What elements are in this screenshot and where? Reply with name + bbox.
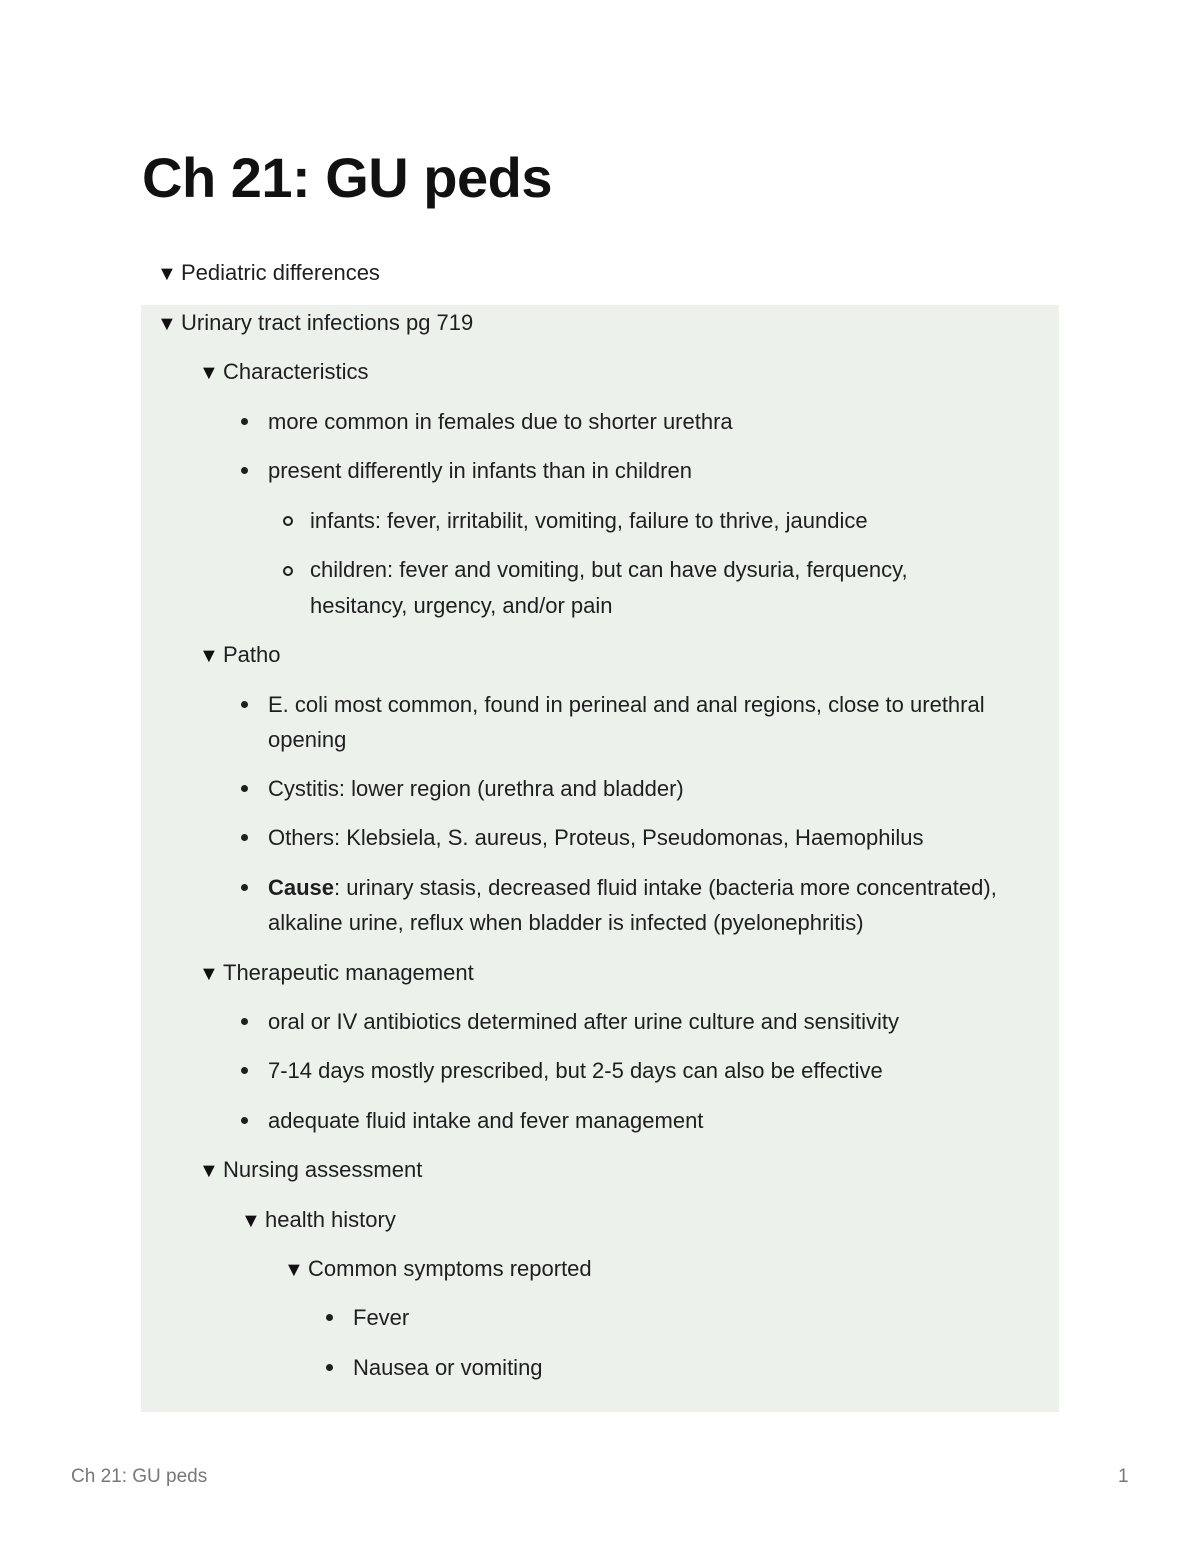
footer-page-number: 1 bbox=[1118, 1466, 1129, 1487]
toggle-therapeutic-management[interactable] bbox=[199, 955, 474, 992]
list-item-text: oral or IV antibiotics determined after urine culture and sensitivity bbox=[268, 1009, 899, 1034]
bullet-icon bbox=[241, 467, 248, 474]
bullet-icon bbox=[326, 1364, 333, 1371]
page-title: Ch 21: GU peds bbox=[142, 146, 552, 209]
bullet-icon bbox=[241, 1067, 248, 1074]
bullet-icon bbox=[241, 884, 248, 891]
toggle-label: Pediatric differences bbox=[181, 260, 380, 285]
list-item-text: present differently in infants than in children bbox=[268, 458, 692, 483]
triangle-down-icon[interactable]: ▼ bbox=[199, 645, 219, 667]
list-item-text: 7-14 days mostly prescribed, but 2-5 days can also be effective bbox=[268, 1058, 883, 1083]
triangle-down-icon[interactable]: ▼ bbox=[199, 362, 219, 384]
list-item-text: adequate fluid intake and fever management bbox=[268, 1108, 704, 1133]
toggle-pediatric-differences[interactable] bbox=[157, 255, 380, 292]
toggle-label: Therapeutic management bbox=[223, 960, 474, 985]
triangle-down-icon[interactable]: ▼ bbox=[157, 313, 177, 335]
list-item-text-continued: hesitancy, urgency, and/or pain bbox=[310, 593, 613, 618]
toggle-patho[interactable] bbox=[199, 637, 281, 674]
list-item-text: more common in females due to shorter urethra bbox=[268, 409, 733, 434]
bullet-icon bbox=[241, 1018, 248, 1025]
list-item-text: Others: Klebsiela, S. aureus, Proteus, Pseudomonas, Haemophilus bbox=[268, 825, 924, 850]
toggle-label: Characteristics bbox=[223, 359, 369, 384]
toggle-label: Urinary tract infections pg 719 bbox=[181, 310, 474, 335]
circle-bullet-icon bbox=[283, 516, 293, 526]
triangle-down-icon[interactable]: ▼ bbox=[241, 1210, 261, 1232]
bullet-icon bbox=[241, 701, 248, 708]
toggle-label: Nursing assessment bbox=[223, 1157, 423, 1182]
list-item-text: Nausea or vomiting bbox=[353, 1355, 543, 1380]
circle-bullet-icon bbox=[283, 566, 293, 576]
toggle-nursing-assessment[interactable] bbox=[199, 1152, 422, 1189]
list-item-text: infants: fever, irritabilit, vomiting, failure to thrive, jaundice bbox=[310, 508, 868, 533]
toggle-label: health history bbox=[265, 1207, 396, 1232]
bullet-icon bbox=[241, 418, 248, 425]
list-item-text: E. coli most common, found in perineal and anal regions, close to urethral bbox=[268, 692, 985, 717]
list-item-text-rest: : urinary stasis, decreased fluid intake (bacteria more concentrated), bbox=[334, 875, 997, 900]
triangle-down-icon[interactable]: ▼ bbox=[199, 1160, 219, 1182]
bullet-icon bbox=[241, 1117, 248, 1124]
triangle-down-icon[interactable]: ▼ bbox=[199, 963, 219, 985]
toggle-common-symptoms[interactable] bbox=[284, 1251, 592, 1288]
list-item-text: Fever bbox=[353, 1305, 410, 1330]
toggle-health-history[interactable] bbox=[241, 1202, 396, 1239]
toggle-characteristics[interactable] bbox=[199, 354, 368, 391]
toggle-label: Patho bbox=[223, 642, 281, 667]
list-item-text: children: fever and vomiting, but can have dysuria, ferquency, bbox=[310, 557, 908, 582]
list-item-text-continued: alkaline urine, reflux when bladder is infected (pyelonephritis) bbox=[268, 910, 864, 935]
list-item-text-continued: opening bbox=[268, 727, 347, 752]
footer-document-name: Ch 21: GU peds bbox=[71, 1466, 208, 1487]
bullet-icon bbox=[326, 1314, 333, 1321]
bullet-icon bbox=[241, 785, 248, 792]
bold-term: Cause bbox=[268, 875, 335, 900]
list-item-text bbox=[268, 870, 997, 905]
toggle-urinary-tract-infections[interactable] bbox=[157, 305, 473, 342]
bullet-icon bbox=[241, 834, 248, 841]
triangle-down-icon[interactable]: ▼ bbox=[157, 263, 177, 285]
list-item-text: Cystitis: lower region (urethra and bladder) bbox=[268, 776, 684, 801]
toggle-label: Common symptoms reported bbox=[308, 1256, 592, 1281]
triangle-down-icon[interactable]: ▼ bbox=[284, 1259, 304, 1281]
